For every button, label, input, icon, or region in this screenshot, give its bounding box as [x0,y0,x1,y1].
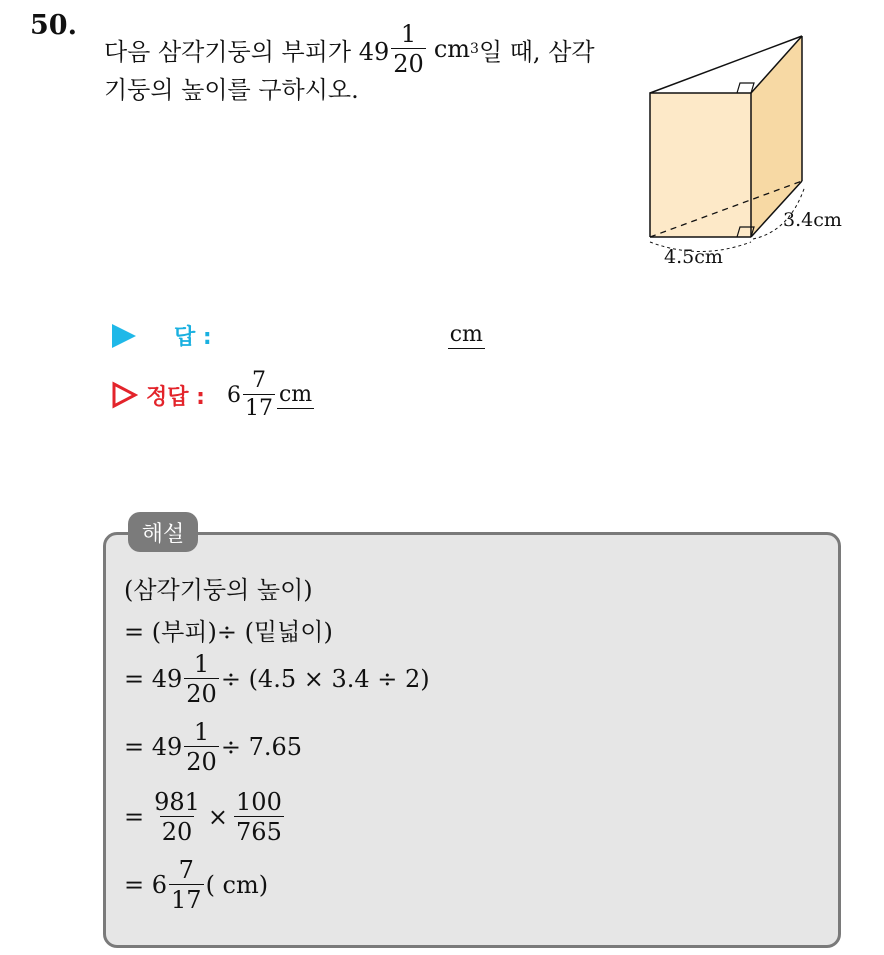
question-number: 50. [30,10,77,41]
step5-numerator-2: 100 [236,788,282,816]
step5-fraction-2 [234,790,284,844]
prism-side-face [751,36,802,237]
solution-step-3 [124,652,430,706]
outline-triangle-icon [110,381,138,409]
triangular-prism-figure [640,26,870,276]
step5-prefix: = [124,803,145,831]
step6-numerator: 7 [178,856,194,884]
solution-tab: 해설 [128,512,198,552]
side-dimension-label: 3.4cm [783,209,842,231]
step3-prefix: = 49 [124,665,183,693]
step3-suffix: ÷ (4.5 × 3.4 ÷ 2) [220,665,430,693]
step4-denominator: 20 [186,748,217,776]
solution-step-1: (삼각기둥의 높이) [124,576,313,604]
solution-step-6 [124,858,268,912]
step5-numerator-1: 981 [154,788,200,816]
correct-answer-label: 정답 : [146,384,205,410]
step6-fraction [169,858,204,912]
correct-unit: cm [278,381,313,407]
answer-blank-unit[interactable]: cm [449,322,483,347]
problem-text-after: 일 때, 삼각 [478,37,595,66]
problem-text-before: 다음 삼각기둥의 부피가 49 [104,37,390,66]
solution-step-4 [124,720,302,774]
step6-denominator: 17 [171,886,202,914]
correct-answer-row [110,370,314,420]
correct-whole: 6 [226,382,241,408]
step5-operator: × [207,803,229,831]
prism-front-face [650,93,751,237]
step3-numerator: 1 [193,650,210,678]
volume-unit-exponent: 3 [470,41,479,57]
solution-step-2: = (부피)÷ (밑넓이) [124,618,333,646]
right-angle-mark-top [737,83,754,93]
step4-suffix: ÷ 7.65 [220,733,303,761]
correct-numerator: 7 [251,368,266,393]
step5-denominator-2: 765 [236,818,282,846]
step6-prefix: = 6 [124,871,168,899]
problem-line-2: 기둥의 높이를 구하시오. [104,76,359,104]
base-dimension-label: 4.5cm [664,246,723,268]
step3-denominator: 20 [186,680,217,708]
step5-fraction-1 [152,790,202,844]
volume-unit: cm [433,35,471,63]
step6-suffix: ( cm) [205,871,269,899]
problem-line-1 [104,22,595,76]
solution-step-5 [124,790,286,844]
step4-fraction [184,720,219,774]
volume-denominator: 20 [393,50,424,78]
volume-numerator: 1 [400,20,417,48]
play-triangle-icon [112,324,136,348]
correct-denominator: 17 [244,396,273,421]
volume-fraction [391,22,426,76]
step5-denominator-1: 20 [161,818,193,846]
step3-fraction [184,652,219,706]
step4-numerator: 1 [193,718,210,746]
answer-row [112,320,485,351]
answer-label: 답 : [174,325,212,350]
step4-prefix: = 49 [124,733,183,761]
correct-fraction [243,370,275,420]
